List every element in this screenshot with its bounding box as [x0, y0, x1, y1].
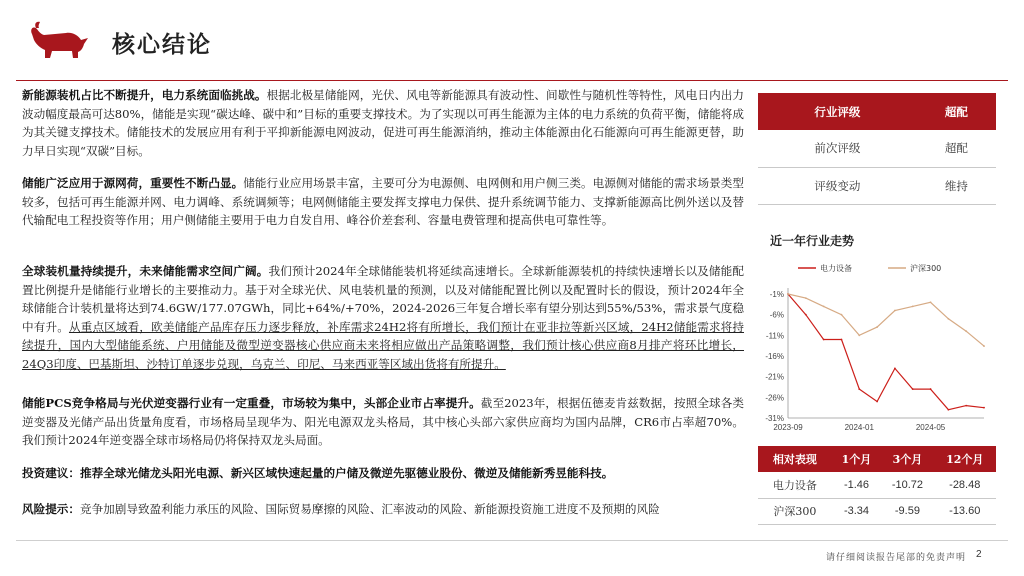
perf-header: 12个月	[934, 446, 996, 472]
perf-header-row	[758, 446, 996, 472]
rating-row-change	[758, 167, 996, 204]
perf-name: 电力设备	[758, 472, 832, 498]
x-tick-label: 2024-05	[915, 423, 946, 432]
perf-3m: -9.59	[881, 498, 933, 524]
rating-row-industry	[758, 93, 996, 130]
series-point	[965, 330, 967, 332]
relative-performance-table	[758, 446, 996, 525]
series-point	[912, 306, 914, 308]
series-point	[841, 314, 843, 316]
rating-label: 行业评级	[758, 93, 917, 130]
y-tick-label: -26%	[765, 393, 784, 403]
y-tick-label: -31%	[765, 414, 784, 423]
series-point	[787, 293, 789, 295]
chart-title: 近一年行业走势	[770, 234, 855, 248]
paragraph-lead: 新能源装机占比不断提升，电力系统面临挑战。	[22, 88, 267, 102]
paragraph-investment-advice	[22, 464, 744, 483]
series-point	[894, 310, 896, 312]
paragraph-body: 储能行业应用场景丰富，主要可分为电源侧、电网侧和用户侧三类。电源侧对储能的需求场景类型较多，包括可再生能源并网、电力调峰、系统调频等；电网侧储能主要发挥支撑电力保供、提升系统调节能力、支撑新能源高比例外送以及替代输配电工程投资等作用；用户侧储能主要用于电力自发自用、峰谷价差套利、容量电费管理和提高供电可靠性等。	[22, 176, 744, 228]
series-point	[930, 388, 932, 390]
series-line	[788, 294, 984, 410]
paragraph-pcs-competition	[22, 394, 744, 450]
industry-trend-chart	[752, 250, 1004, 442]
series-point	[841, 339, 843, 341]
perf-header: 3个月	[881, 446, 933, 472]
paragraph-lead: 储能PCS竞争格局与光伏逆变器行业有一定重叠，市场较为集中，头部企业市占率提升。	[22, 396, 481, 410]
x-tick-label: 2023-09	[773, 423, 803, 432]
y-tick-label: -6%	[769, 310, 784, 320]
legend-label: 电力设备	[820, 264, 852, 273]
perf-row-csi300	[758, 498, 996, 524]
paragraph-underlined-text: 从重点区域看，欧美储能产品库存压力逐步释放，补库需求24H2将有所增长，我们预计在亚非拉等新兴区域，24H2储能需求将持续提升，国内大型储能系统、户用储能及微型逆变器核心供应商未来将相应做出产品策略调整，我们预计核心供应商8月排产将环比增长，24Q3印度、巴基斯坦、沙特订单逐步兑现，乌克兰、印尼、马来西亚等区域出货将有所提升。	[22, 319, 744, 371]
series-point	[876, 326, 878, 328]
perf-12m: -13.60	[934, 498, 996, 524]
rating-table	[758, 93, 996, 205]
rating-label: 前次评级	[758, 130, 917, 167]
legend-label: 沪深300	[910, 264, 942, 273]
y-tick-label: -16%	[765, 352, 784, 361]
series-point	[805, 314, 807, 316]
bull-logo-icon	[26, 20, 92, 60]
rating-row-previous	[758, 130, 996, 167]
perf-row-power-equipment	[758, 472, 996, 498]
series-point	[823, 306, 825, 308]
series-point	[858, 334, 860, 336]
paragraph-risk-warning	[22, 500, 744, 519]
rating-value: 超配	[917, 130, 996, 167]
page-title: 核心结论	[112, 32, 212, 58]
footer-divider	[16, 540, 1008, 541]
paragraph-lead: 全球装机量持续提升，未来储能需求空间广阔。	[22, 264, 269, 278]
series-point	[912, 388, 914, 390]
paragraph-global-installations	[22, 262, 744, 374]
perf-name: 沪深300	[758, 498, 832, 524]
series-point	[983, 407, 985, 409]
perf-header: 相对表现	[758, 446, 832, 472]
x-tick-label: 2024-01	[844, 423, 874, 432]
y-tick-label: -11%	[765, 331, 784, 341]
series-point	[947, 409, 949, 411]
rating-value: 维持	[917, 167, 996, 204]
paragraph-body: 截至2023年，根据伍德麦肯兹数据，按照全球各类逆变器及光储产品出货量角度看，市场格局呈现华为、阳光电源双龙头格局，其中核心头部六家供应商均为国内品牌，CR6市占率超70%。我们预计2024年逆变器全球市场格局仍将保持双龙头局面。	[22, 396, 744, 448]
paragraph-power-system	[22, 86, 744, 160]
perf-1m: -1.46	[832, 472, 882, 498]
rating-label: 评级变动	[758, 167, 917, 204]
paragraph-body: 我们预计2024年全球储能装机将延续高速增长。全球新能源装机的持续快速增长以及储能配置比例提升是储能行业增长的主要推动力。基于对全球光伏、风电装机量的预测，以及对储能配置比例以及配置时长的假设，预计2024年全球储能合计装机量将达到74.6GW/177.07GWh，同比+64%/+70%，2024-2026三年复合增长率有望分别达到55%/53%，需求景气度稳中有升。	[22, 264, 744, 334]
page-number: 2	[976, 549, 982, 560]
footer-disclaimer: 请仔细阅读报告尾部的免责声明	[826, 553, 967, 563]
series-point	[983, 345, 985, 347]
perf-3m: -10.72	[881, 472, 933, 498]
series-point	[947, 318, 949, 320]
paragraph-storage-applications	[22, 174, 744, 230]
paragraph-lead: 投资建议：推荐全球光储龙头阳光电源、新兴区域快速起量的户储及微逆先驱德业股份、微逆及储能新秀昱能科技。	[22, 466, 614, 480]
paragraph-lead: 储能广泛应用于源网荷，重要性不断凸显。	[22, 176, 244, 190]
series-point	[894, 368, 896, 370]
y-tick-label: -1%	[769, 290, 784, 299]
paragraph-body: 竞争加剧导致盈利能力承压的风险、国际贸易摩擦的风险、汇率波动的风险、新能源投资施工进度不及预期的风险	[79, 502, 660, 516]
perf-12m: -28.48	[934, 472, 996, 498]
perf-header: 1个月	[832, 446, 882, 472]
paragraph-body: 根据北极星储能网，光伏、风电等新能源具有波动性、间歇性与随机性等特性，风电日内出力波动幅度最高可达80%，储能是实现“碳达峰、碳中和”目标的重要支撑技术。为了实现以可再生能源为主体的电力系统的负荷平衡，储能将成为其关键支撑技术。储能技术的发展应用有利于平抑新能源电网波动，促进可再生能源消纳，推动主体能源由化石能源向可再生能源更替，助力早日实现“双碳”目标。	[22, 88, 744, 158]
series-point	[805, 297, 807, 299]
series-point	[876, 401, 878, 403]
rating-value: 超配	[917, 93, 996, 130]
series-line	[788, 294, 984, 346]
perf-1m: -3.34	[832, 498, 882, 524]
series-point	[858, 388, 860, 390]
series-point	[965, 405, 967, 407]
y-tick-label: -21%	[765, 372, 784, 382]
series-point	[823, 339, 825, 341]
series-point	[930, 301, 932, 303]
paragraph-lead: 风险提示：	[22, 502, 80, 516]
title-divider	[16, 80, 1008, 81]
